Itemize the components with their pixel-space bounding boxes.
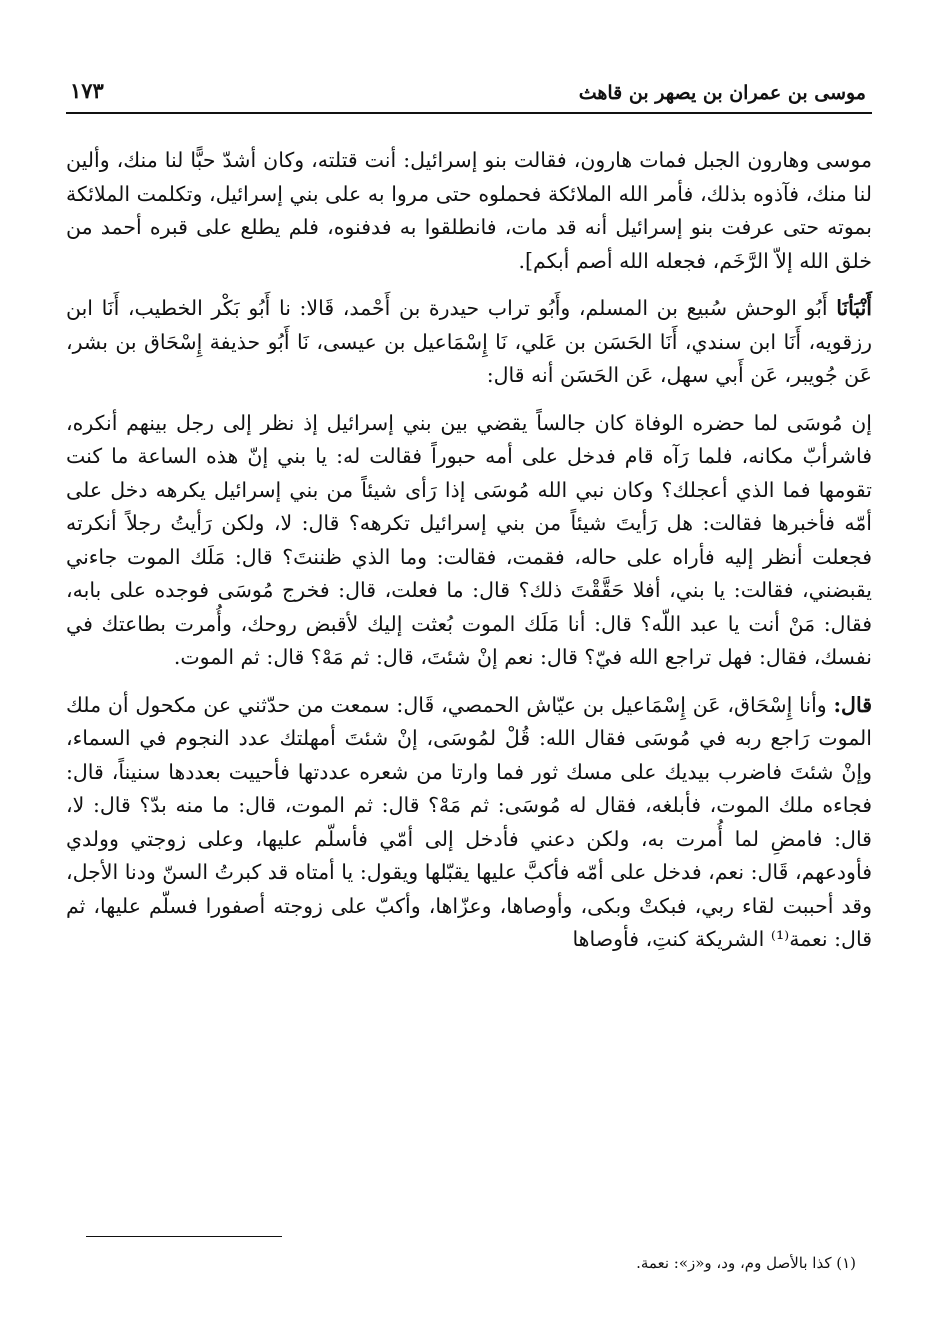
running-head: موسى بن عمران بن يصهر بن قاهث bbox=[578, 82, 866, 104]
page-number: ١٧٣ bbox=[70, 78, 104, 103]
paragraph-text: إن مُوسَى لما حضره الوفاة كان جالساً يقضي بين بني إسرائيل إذ نظر إلى رجل بينهم أنكره، فاشرأبّ مكانه، فلما رَآه قام فدخل على أمه حبوراً فقالت له: يا بني إنّ هذه الساعة ما كنت تقومها فما الذي أعجلك؟ وكان نبي الله مُوسَى إذا رَأى شيئاً من بني إسرائيل يكرهه دخل على أمّه فأخبرها فقالت: هل رَأيتَ شيئاً من بني إسرائيل تكرهه؟ قال: لا، ولكن رَأيتُ رجلاً أنكرته فجعلت أنظر إليه فأراه على حاله، فقمت، فقالت: وما الذي ظننتَ؟ قال: مَلَك الموت جاءني يقبضني، فقالت: يا بني، أفلا حَقَّقْتَ ذلك؟ قال: ما فعلت، قال: فخرج مُوسَى فوجده على بابه، فقال: مَنْ أنت يا عبد اللّه؟ قال: أنا مَلَك الموت بُعثت إليك لأقبض روحك، وأُمرت بطاعتك في نفسك، فقال: فهل تراجع الله فيّ؟ قال: نعم إنْ شئتَ، قال: ثم مَهْ؟ قال: ثم الموت. bbox=[66, 410, 872, 669]
paragraph-text: وأنا إِسْحَاق، عَن إِسْمَاعيل بن عيّاش الحمصي، قَال: سمعت من حدّثني عن مكحول أن ملك الموت رَاجع ربه في مُوسَى فقال الله: قُلْ لمُوسَى، إنْ شئتَ أمهلتك عدد النجوم في السماء، وإنْ شئتَ فاضرب بيديك على مسك ثور فما وارتا من شعره عددتها فأحييت بعددها سنيناً، قال: فجاءه ملك الموت، فأبلغه، فقال له مُوسَى: ثم مَهْ؟ قال: ثم الموت، قال: ما منه بدّ؟ قال: لا، قال: فامضِ لما أُمرت به، ولكن دعني فأدخل إلى أمّي فأسلّم عليها، وعلى زوجتي وولدي فأودعهم، قَال: نعم، فدخل على أمّه فأكبَّ عليها يقبّلها ويقول: يا أمتاه قد كبرتُ السنّ ودنا الأجل، وقد أحببت لقاء ربي، فبكتْ وبكى، وأوصاها، وعزّاها، وأكبّ على زوجته أصفورا فسلّم عليها، ثم قال: نعمة⁽¹⁾ الشريكة كنتِ، فأوصاها bbox=[66, 692, 872, 951]
paragraph-text: موسى وهارون الجبل فمات هارون، فقالت بنو إسرائيل: أنت قتلته، وكان أشدّ حبًّا لنا منك، وألين لنا منك، فآذوه بذلك، فأمر الله الملائكة فحملوه حتى مروا به على بني إسرائيل، وتكلمت الملائكة بموته حتى عرفت بنو إسرائيل أنه قد مات، فانطلقوا به فدفنوه، فلم يطلع على قبره أحمد من خلق الله إلاّ الرَّخَم، فجعله الله أصم أبكم]. bbox=[66, 148, 872, 273]
paragraph-lead: قال: bbox=[833, 692, 872, 717]
paragraph-lead: أَنْبَأنَا bbox=[836, 296, 872, 320]
paragraph bbox=[66, 689, 872, 957]
footnote-divider bbox=[86, 1236, 282, 1237]
paragraph bbox=[66, 292, 872, 393]
book-page bbox=[66, 70, 872, 1300]
footnote: (١) كذا بالأصل وم، ود، و«ز»: نعمة. bbox=[636, 1254, 856, 1272]
page-header bbox=[66, 70, 872, 114]
paragraph bbox=[66, 407, 872, 675]
paragraph-text: أَبُو الوحش سُبيع بن المسلم، وأَبُو تراب حيدرة بن أَحْمد، قَالا: نا أَبُو بَكْر الخطيب، أَنَا ابن رزقويه، أَنَا ابن سندي، أَنَا الحَسَن بن عَلي، نَا إِسْمَاعيل بن عيسى، نَا أَبُو حذيفة إِسْحَاق بن بشر، عَن جُويبر، عَن أَبي سهل، عَن الحَسَن أنه قال: bbox=[66, 296, 872, 387]
body-text bbox=[66, 144, 872, 957]
paragraph bbox=[66, 144, 872, 278]
